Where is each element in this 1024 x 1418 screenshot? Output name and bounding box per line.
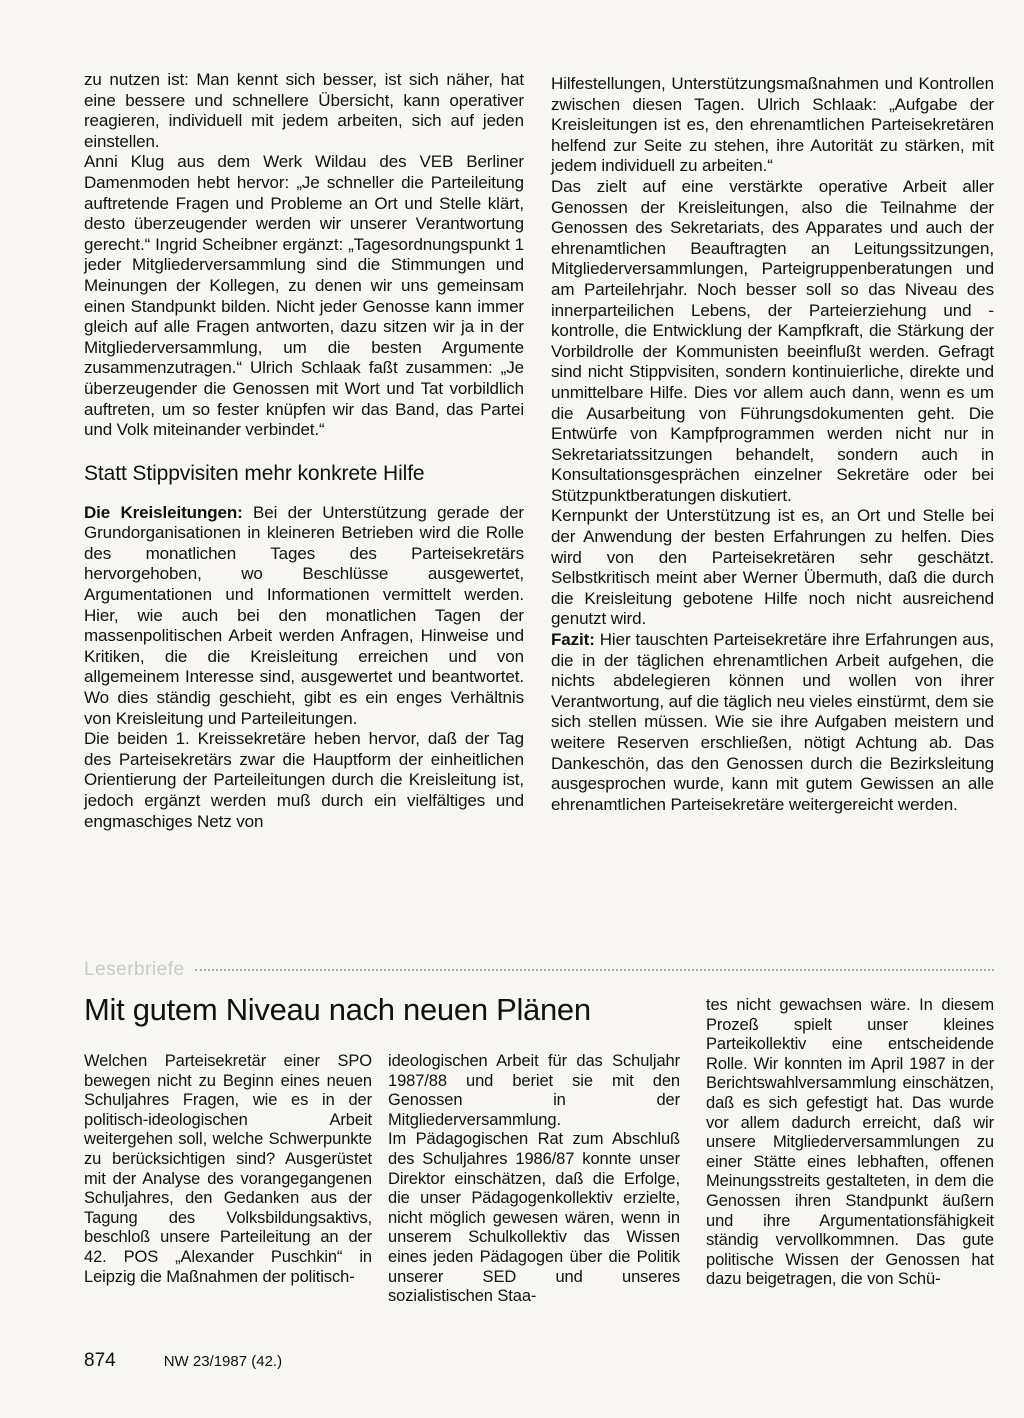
paragraph: zu nutzen ist: Man kennt sich besser, ist sich näher, hat eine bessere und schnellere Übersicht, kann operativer reagieren, individuell mit jedem arbeiten, sich auf jeden einstellen.: [84, 70, 524, 151]
article-column-3: [706, 996, 994, 1290]
article-headline: Mit gutem Niveau nach neuen Plänen: [84, 992, 591, 1027]
rubric-label: Leserbriefe: [84, 959, 185, 980]
paragraph: Welchen Parteisekretär einer SPO bewegen nicht zu Beginn eines neuen Schuljahres Fragen, wie es in der politisch-ideologischen Arbeit weitergehen soll, welche Schwerpunkte zu berücksichtigen sind? Ausgerüstet mit der Analyse des vorangegangenen Schuljahres, den Gedanken aus der Tagung des Volksbildungsaktivs, beschloß unsere Parteileitung an der 42. POS „Alexander Puschkin“ in Leipzig die Maßnahmen der politisch-: [84, 1052, 372, 1286]
paragraph: Das zielt auf eine verstärkte operative Arbeit aller Genossen der Kreisleitungen, also die Teilnahme der Genossen des Sekretariats, des Apparates und auch der ehrenamtlichen Beauftragten an Leitungssitzungen, Mitgliederversammlungen, Parteigruppenberatungen und am Parteilehrjahr. Noch besser soll so das Niveau des innerparteilichen Lebens, der Parteierziehung und -kontrolle, die Entwicklung der Kampfkraft, die Stärkung der Vorbildrolle der Kommunisten beeinflußt werden. Gefragt sind nicht Stippvisiten, sondern kontinuierliche, direkte und unmittelbare Hilfe. Dies vor allem auch dann, wenn es um die Ausarbeitung von Führungsdokumenten geht. Die Entwürfe von Kampfprogrammen werden nicht nur in Sekretariatssitzungen behandelt, sondern auch in Konsultationsgesprächen einzelner Sekretäre oder bei Stützpunktberatungen diskutiert.: [551, 176, 994, 505]
column-top-right: [551, 74, 994, 815]
paragraph: [84, 503, 524, 730]
paragraph: Im Pädagogischen Rat zum Abschluß des Schuljahres 1986/87 konnte unser Direktor einschätzen, daß die Erfolge, die unser Pädagogenkollektiv erzielte, nicht möglich gewesen wären, wenn in unserem Schulkollektiv das Wissen eines jeden Pädagogen über die Politik unserer SED und unseres sozialistischen Staa-: [388, 1130, 680, 1306]
issue-reference: NW 23/1987 (42.): [163, 1353, 283, 1370]
page-footer: [84, 1350, 282, 1372]
page-number: 874: [84, 1350, 116, 1371]
paragraph-lead: Die Kreisleitungen:: [84, 502, 243, 522]
paragraph: Anni Klug aus dem Werk Wildau des VEB Berliner Damenmoden hebt hervor: „Je schneller die Parteileitung auftretende Fragen und Probleme an Ort und Stelle klärt, desto überzeugender werden wir unserer Verantwortung gerecht.“ Ingrid Scheibner ergänzt: „Tagesordnungspunkt 1 jeder Mitgliederversammlung sind die Stimmungen und Meinungen der Kollegen, zu denen wir uns gemeinsam einen Standpunkt bilden. Nicht jeder Genosse kann immer gleich auf alle Fragen antworten, dazu sitzen wir ja in der Mitgliederversammlung, um die besten Argumente zusammenzutragen.“ Ulrich Schlaak faßt zusammen: „Je überzeugender die Genossen mit Wort und Tat vorbildlich auftreten, um so fester knüpfen wir das Band, das Partei und Volk miteinander verbindet.“: [84, 152, 524, 440]
paragraph: ideologischen Arbeit für das Schuljahr 1987/88 und beriet sie mit den Genossen in der Mitgliederversammlung.: [388, 1052, 680, 1129]
paragraph: Die beiden 1. Kreissekretäre heben hervor, daß der Tag des Parteisekretärs zwar die Hauptform der einheitlichen Orientierung der Parteileitungen durch die Kreisleitung ist, jedoch ergänzt werden muß durch ein vielfältiges und engmaschiges Netz von: [84, 729, 524, 831]
paragraph-body: Hier tauschten Parteisekretäre ihre Erfahrungen aus, die in der täglichen ehrenamtlichen Arbeit aufgehen, die nichts abdelegieren können und wollen von ihrer Verantwortung, auf die täglich neu vieles einstürmt, dem sie sich stellen müssen. Wie sie ihre Aufgaben meistern und weitere Reserven erschließen, nötigt Achtung ab. Das Dankeschön, das den Genossen durch die Bezirksleitung ausgesprochen wurde, kann mit gutem Gewissen an alle ehrenamtlichen Parteisekretäre weitergereicht werden.: [551, 630, 994, 814]
article-column-1: [84, 1052, 372, 1287]
article-column-2: [388, 1052, 680, 1307]
column-top-left: [84, 70, 524, 832]
paragraph: tes nicht gewachsen wäre. In diesem Prozeß spielt unser kleines Parteikollektiv eine entscheidende Rolle. Wir konnten im April 1987 in der Berichtswahlversammlung einschätzen, daß es sich gefestigt hat. Das wurde vor allem dadurch erreicht, daß wir unsere Mitgliederversammlungen zu einer Stätte eines lebhaften, offenen Meinungsstreits gestalteten, in dem die Genossen ihren Standpunkt äußern und ihre Argumentationsfähigkeit ständig vervollkommnen. Das gute politische Wissen der Genossen hat dazu beigetragen, die von Schü-: [706, 996, 994, 1289]
section-subheading: Statt Stippvisiten mehr konkrete Hilfe: [84, 461, 425, 485]
dotted-divider: [195, 969, 994, 971]
paragraph-lead: Fazit:: [551, 630, 595, 650]
paragraph: [551, 630, 994, 815]
paragraph-body: Bei der Unterstützung gerade der Grundorganisationen in kleineren Betrieben wird die Rolle des monatlichen Tages des Parteisekretärs hervorgehoben, wo Beschlüsse ausgewertet, Argumentationen und Informationen vermittelt werden. Hier, wie auch bei den monatlichen Tagen der massenpolitischen Arbeit werden Anfragen, Hinweise und Kritiken, die die Kreisleitung erreichen und von allgemeinem Interesse sind, ausgewertet und beantwortet. Wo dies ständig geschieht, gibt es ein enges Verhältnis von Kreisleitung und Parteileitungen.: [84, 502, 524, 728]
paragraph: Hilfestellungen, Unterstützungsmaßnahmen und Kontrollen zwischen diesen Tagen. Ulrich Schlaak: „Aufgabe der Kreisleitungen ist es, den ehrenamtlichen Parteisekretären helfend zur Seite zu stehen, ihre Autorität zu stärken, mit jedem individuell zu arbeiten.“: [551, 74, 994, 176]
paragraph: Kernpunkt der Unterstützung ist es, an Ort und Stelle bei der Anwendung der besten Erfahrungen zu helfen. Dies wird von den Parteisekretären sehr geschätzt. Selbstkritisch meint aber Werner Übermuth, daß die durch die Kreisleitung gebotene Hilfe noch nicht ausreichend genutzt wird.: [551, 506, 994, 629]
rubric-bar: [84, 958, 994, 982]
